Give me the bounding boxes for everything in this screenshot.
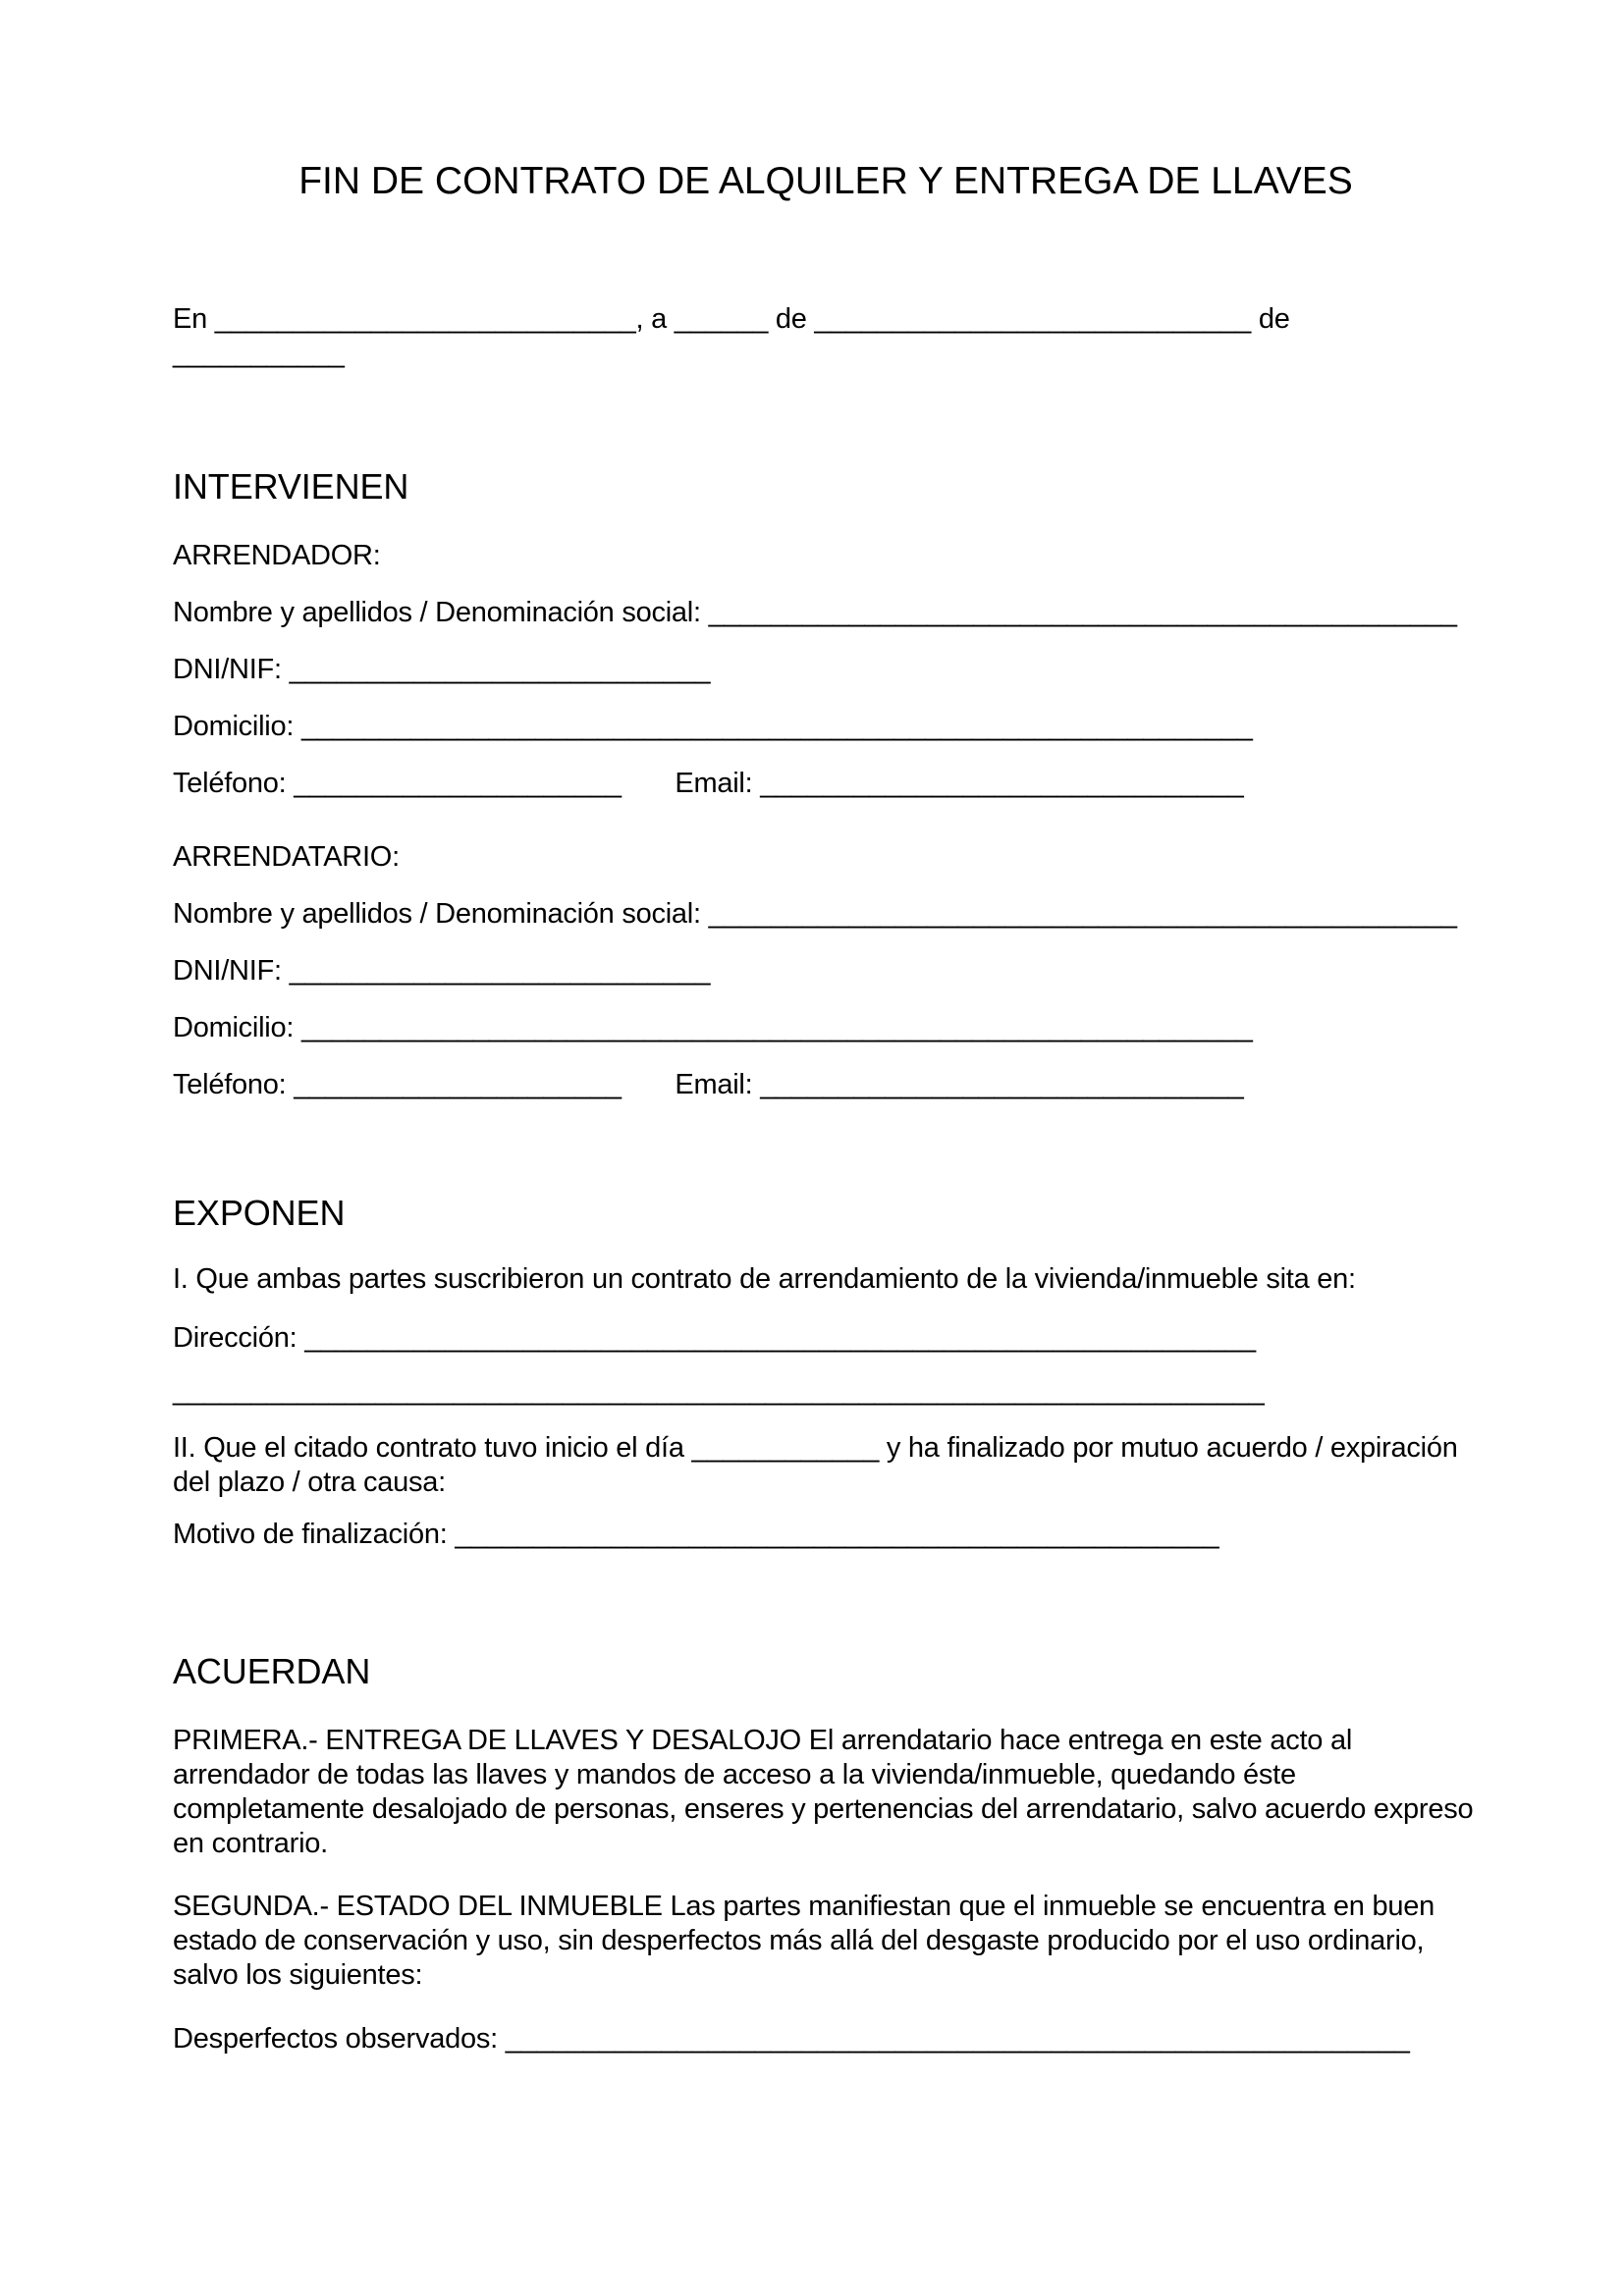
arrendador-domicilio-field: Domicilio: _____________________________________________________________ (173, 711, 1253, 742)
direccion-field: Dirección: _____________________________________________________________ (173, 1322, 1256, 1354)
party-heading-arrendatario: ARRENDATARIO: (173, 841, 400, 873)
section-heading-exponen: EXPONEN (173, 1193, 346, 1233)
exponen-clause-ii-line-1: II. Que el citado contrato tuvo inicio el día ____________ y ha finalizado por mutuo acuerdo / expiración (173, 1432, 1458, 1464)
exponen-clause-ii-line-2: del plazo / otra causa: (173, 1467, 446, 1498)
clausula-primera-line-2: arrendador de todas las llaves y mandos de acceso a la vivienda/inmueble, quedando éste (173, 1759, 1296, 1790)
section-heading-intervienen: INTERVIENEN (173, 466, 409, 507)
arrendador-dni-field: DNI/NIF: ___________________________ (173, 654, 711, 685)
clausula-segunda-line-1: SEGUNDA.- ESTADO DEL INMUEBLE Las partes manifiestan que el inmueble se encuentra en buen (173, 1891, 1435, 1922)
arrendador-nombre-field: Nombre y apellidos / Denominación social: ________________________________________________ (173, 597, 1457, 628)
clausula-primera-line-3: completamente desalojado de personas, enseres y pertenencias del arrendatario, salvo acuerdo expreso (173, 1793, 1474, 1825)
party-heading-arrendador: ARRENDADOR: (173, 540, 381, 571)
arrendatario-domicilio-field: Domicilio: _____________________________________________________________ (173, 1012, 1253, 1043)
motivo-finalizacion-field: Motivo de finalización: _________________________________________________ (173, 1519, 1219, 1550)
date-place-line: En ___________________________, a ______ de ____________________________ de (173, 303, 1290, 335)
desperfectos-field: Desperfectos observados: __________________________________________________________ (173, 2023, 1410, 2055)
clausula-primera-line-1: PRIMERA.- ENTREGA DE LLAVES Y DESALOJO El arrendatario hace entrega en este acto al (173, 1725, 1353, 1756)
date-place-line-continuation: ___________ (173, 338, 345, 369)
clausula-primera-line-4: en contrario. (173, 1828, 328, 1859)
arrendador-telefono-email-field: Teléfono: _____________________ Email: _______________________________ (173, 768, 1244, 799)
arrendatario-telefono-email-field: Teléfono: _____________________ Email: _______________________________ (173, 1069, 1244, 1100)
direccion-field-continuation: ______________________________________________________________________ (173, 1375, 1265, 1407)
clausula-segunda-line-2: estado de conservación y uso, sin desperfectos más allá del desgaste producido por el uso ordinario, (173, 1925, 1425, 1956)
arrendatario-dni-field: DNI/NIF: ___________________________ (173, 955, 711, 987)
clausula-segunda-line-3: salvo los siguientes: (173, 1959, 423, 1991)
arrendatario-nombre-field: Nombre y apellidos / Denominación social: ________________________________________________ (173, 898, 1457, 930)
document-title: FIN DE CONTRATO DE ALQUILER Y ENTREGA DE LLAVES (298, 160, 1353, 202)
exponen-clause-i: I. Que ambas partes suscribieron un contrato de arrendamiento de la vivienda/inmueble sita en: (173, 1263, 1356, 1295)
section-heading-acuerdan: ACUERDAN (173, 1651, 371, 1691)
